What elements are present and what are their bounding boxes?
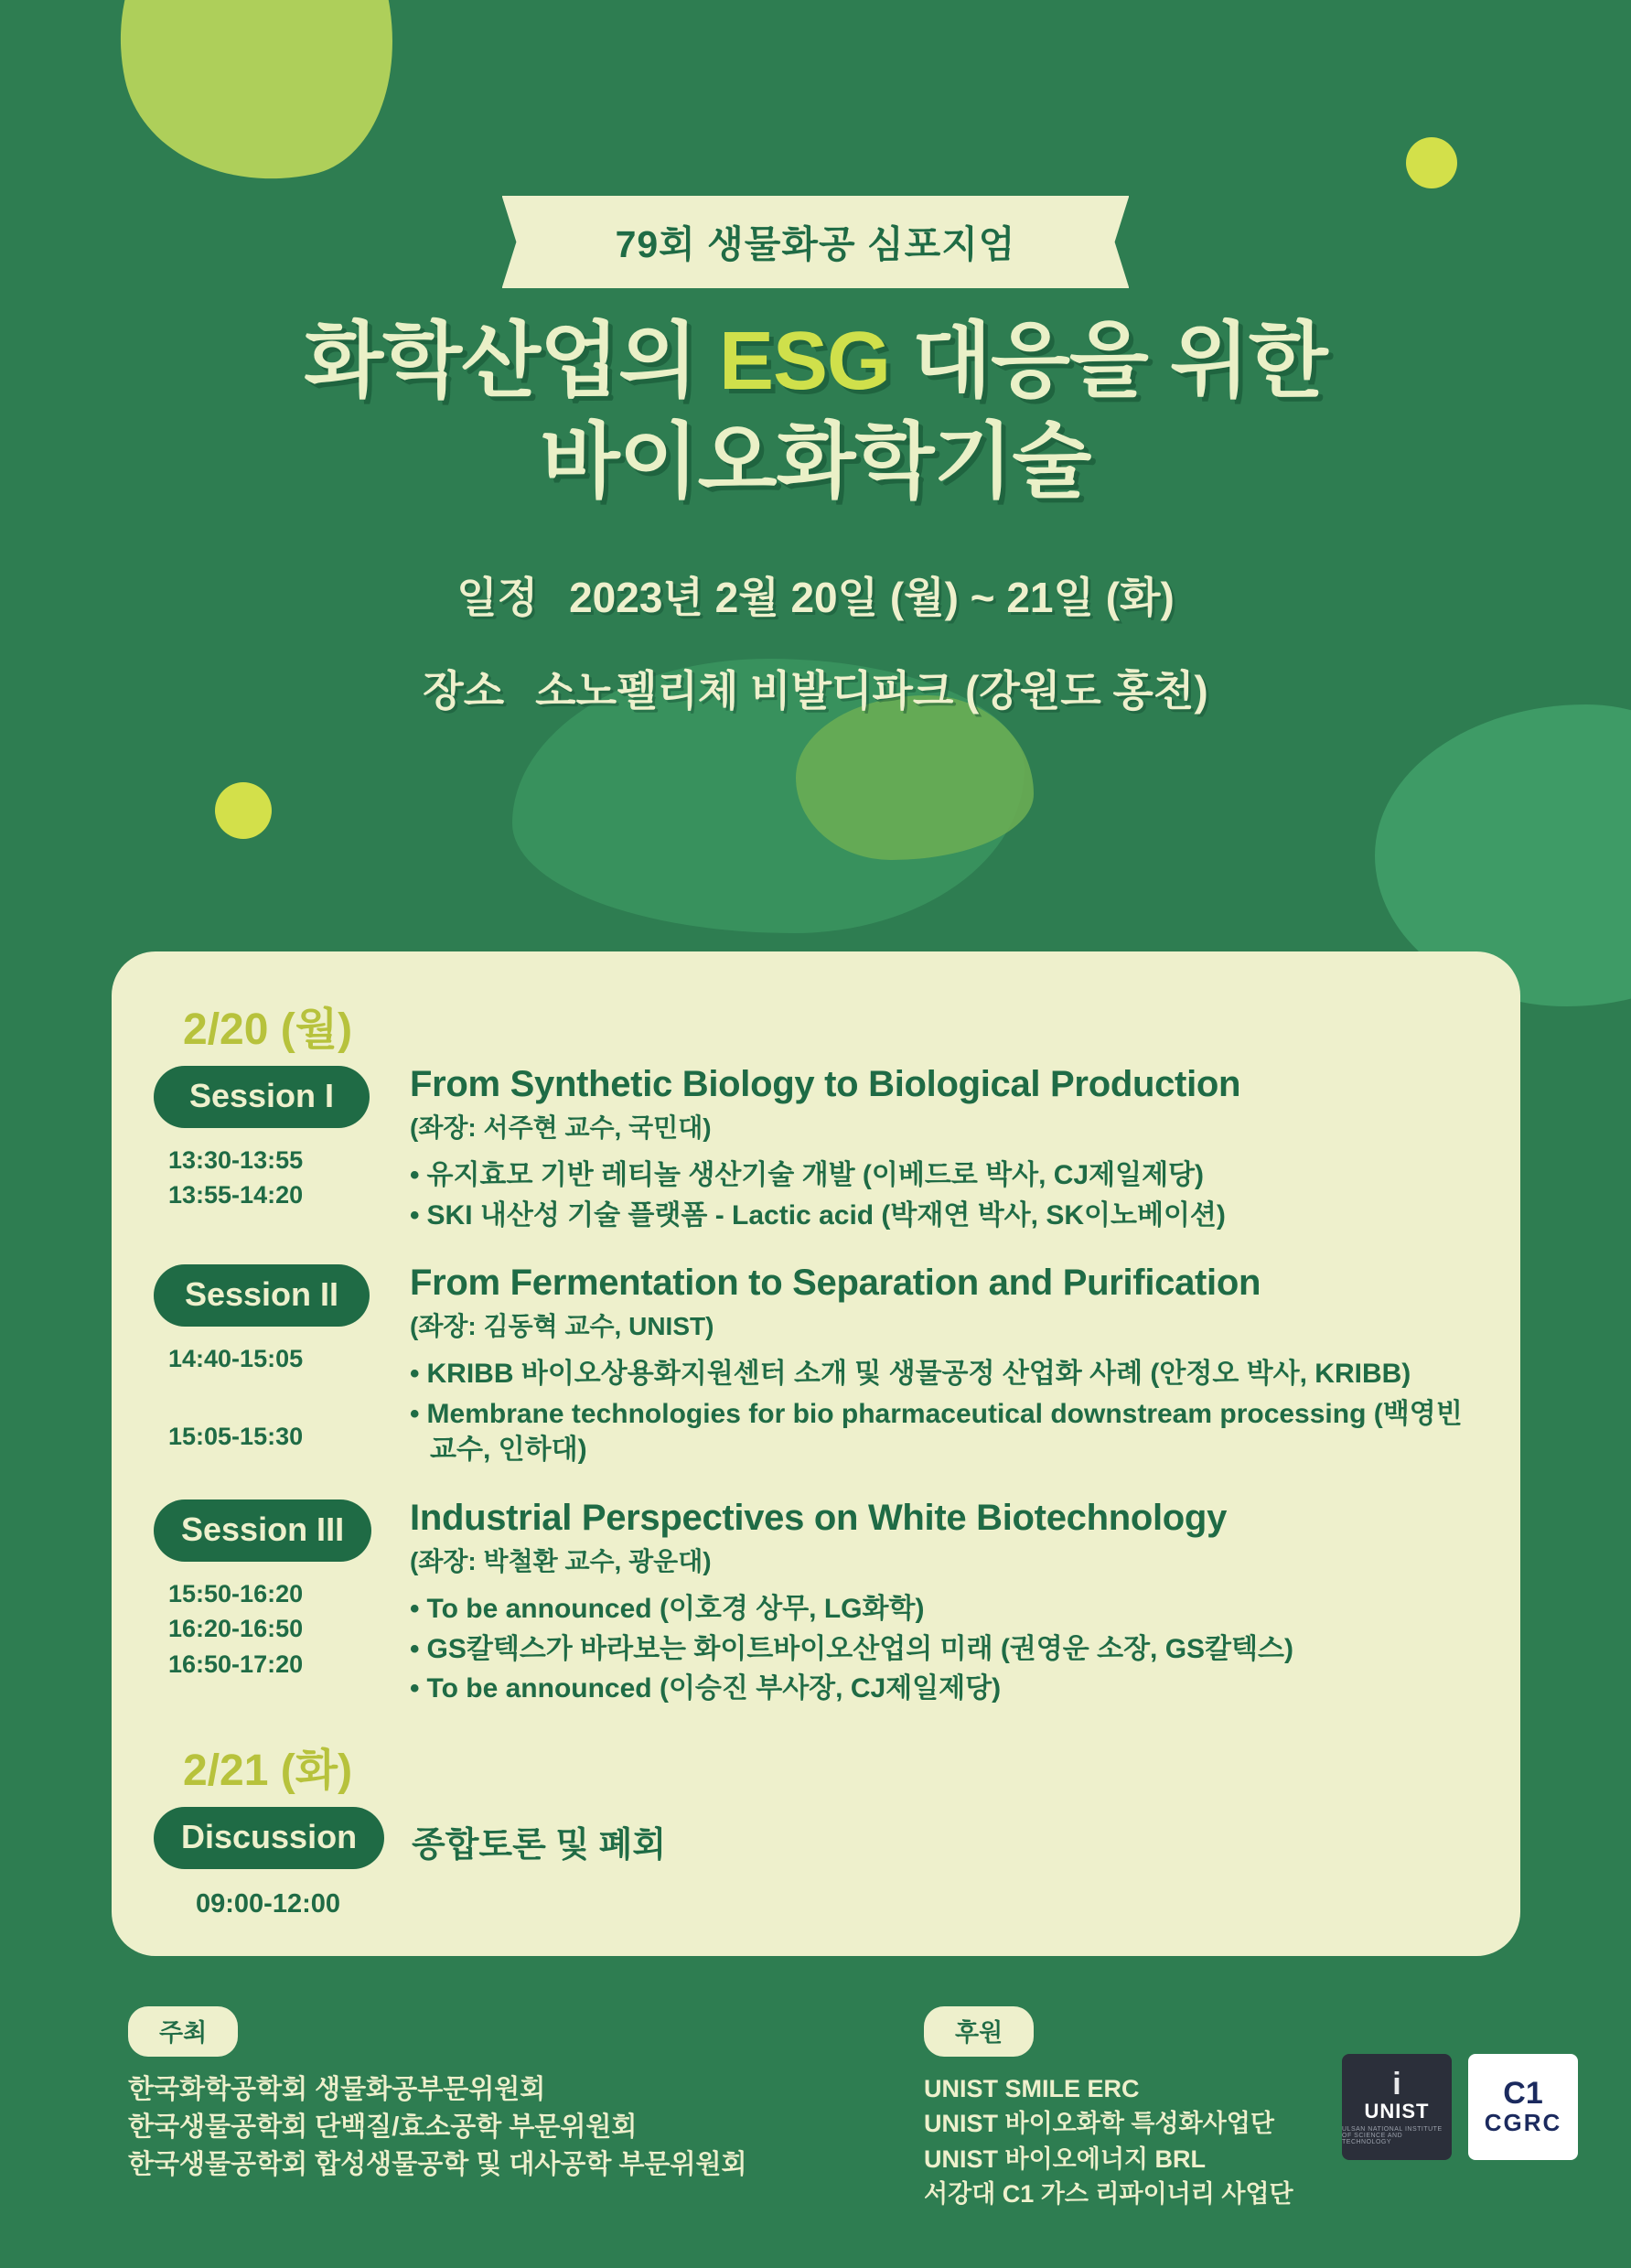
event-place-value: 소노펠리체 비발디파크 (강원도 홍천) bbox=[535, 666, 1208, 715]
event-date-label: 일정 bbox=[456, 573, 539, 621]
host-block bbox=[128, 2006, 747, 2185]
unist-logo bbox=[1342, 2054, 1452, 2160]
session-left-column bbox=[154, 1496, 401, 1682]
discussion-badge: Discussion bbox=[154, 1807, 384, 1869]
session-time: 15:50-16:20 bbox=[168, 1579, 304, 1607]
talk-item bbox=[410, 1356, 1478, 1392]
unist-wordmark: UNIST bbox=[1364, 2100, 1430, 2123]
host-line: 한국생물공학회 단백질/효소공학 부문위원회 bbox=[128, 2112, 638, 2143]
bullet-icon: • bbox=[410, 1359, 420, 1390]
talk-item bbox=[410, 1591, 1478, 1628]
logo-group bbox=[1342, 2054, 1578, 2160]
sponsor-line: 서강대 C1 가스 리파이너리 사업단 bbox=[924, 2179, 1293, 2208]
event-meta bbox=[0, 564, 1631, 718]
talk-text: Membrane technologies for bio pharmaceutical downstream processing (백영빈 교수, 인하대) bbox=[426, 1398, 1463, 1466]
decorative-blob-center-lime bbox=[796, 695, 1034, 860]
host-line: 한국화학공학회 생물화공부문위원회 bbox=[128, 2075, 546, 2104]
session-time: 15:05-15:30 bbox=[168, 1422, 304, 1450]
sponsor-line: UNIST 바이오화학 특성화사업단 bbox=[924, 2110, 1274, 2138]
c1-cgrc-logo bbox=[1468, 2054, 1578, 2160]
session-time: 16:20-16:50 bbox=[168, 1615, 304, 1643]
title-part-b: 대응을 위한 bbox=[890, 316, 1327, 407]
talk-list bbox=[410, 1157, 1478, 1233]
event-date-value: 2023년 2월 20일 (월) ~ 21일 (화) bbox=[569, 573, 1175, 621]
event-place-label: 장소 bbox=[423, 666, 505, 715]
talk-text: SKI 내산성 기술 플랫폼 - Lactic acid (박재연 박사, SK이노베이션) bbox=[426, 1199, 1226, 1231]
session-time: 13:30-13:55 bbox=[168, 1146, 304, 1174]
host-lines bbox=[128, 2071, 747, 2185]
discussion-text: 종합토론 및 폐회 bbox=[412, 1825, 667, 1865]
session-chair: (좌장: 박철환 교수, 광운대) bbox=[410, 1546, 712, 1575]
talk-text: KRIBB 바이오상용화지원센터 소개 및 생물공정 산업화 사례 (안정오 박사, KRIBB) bbox=[426, 1359, 1411, 1390]
unist-mark: i bbox=[1392, 2067, 1401, 2101]
c1-mark: C1 bbox=[1503, 2075, 1543, 2111]
session-left-column bbox=[154, 1062, 401, 1213]
title-line-2: 바이오화학기술 bbox=[540, 415, 1091, 508]
poster-header bbox=[0, 0, 1631, 718]
day-2-label: 2/21 (화) bbox=[183, 1746, 353, 1795]
talk-text: 유지효모 기반 레티놀 생산기술 개발 (이베드로 박사, CJ제일제당) bbox=[426, 1160, 1205, 1190]
bullet-icon: • bbox=[410, 1673, 420, 1704]
bullet-icon: • bbox=[410, 1160, 420, 1190]
event-date-row bbox=[0, 564, 1631, 625]
session-times bbox=[154, 1576, 401, 1682]
discussion-left-column bbox=[154, 1803, 401, 1919]
session-title: From Synthetic Biology to Biological Production bbox=[410, 1064, 1241, 1104]
bullet-icon: • bbox=[410, 1398, 420, 1429]
bullet-icon: • bbox=[410, 1633, 420, 1664]
talk-item bbox=[410, 1396, 1478, 1468]
sponsor-line: UNIST SMILE ERC bbox=[924, 2075, 1140, 2102]
session-times bbox=[154, 1143, 401, 1213]
session-right-column bbox=[401, 1261, 1478, 1472]
session-chair: (좌장: 김동혁 교수, UNIST) bbox=[410, 1312, 714, 1341]
session-chair: (좌장: 서주현 교수, 국민대) bbox=[410, 1113, 712, 1142]
session-times bbox=[154, 1341, 401, 1454]
discussion-time: 09:00-12:00 bbox=[196, 1888, 340, 1919]
poster-footer bbox=[0, 1994, 1631, 2268]
title-part-a: 화학산업의 bbox=[304, 316, 719, 407]
sponsor-lines bbox=[924, 2071, 1293, 2211]
talk-item bbox=[410, 1631, 1478, 1668]
sponsor-block bbox=[924, 2006, 1293, 2211]
page-title bbox=[0, 312, 1631, 513]
session-badge: Session I bbox=[154, 1066, 370, 1128]
session-badge: Session II bbox=[154, 1264, 370, 1327]
talk-list bbox=[410, 1356, 1478, 1468]
session-row bbox=[154, 1261, 1478, 1472]
talk-item bbox=[410, 1198, 1478, 1234]
talk-text: To be announced (이호경 상무, LG화학) bbox=[426, 1593, 925, 1624]
title-highlight-esg: ESG bbox=[718, 316, 891, 407]
day-1-label: 2/20 (월) bbox=[183, 1005, 353, 1054]
program-card bbox=[112, 951, 1520, 1956]
bullet-icon: • bbox=[410, 1199, 420, 1231]
talk-text: GS칼텍스가 바라보는 화이트바이오산업의 미래 (권영운 소장, GS칼텍스) bbox=[426, 1633, 1293, 1664]
talk-list bbox=[410, 1591, 1478, 1707]
session-right-column bbox=[401, 1062, 1478, 1237]
session-list bbox=[154, 1062, 1478, 1711]
decorative-dot-left bbox=[215, 782, 272, 839]
session-title: Industrial Perspectives on White Biotechnology bbox=[410, 1497, 1228, 1538]
host-label: 주최 bbox=[128, 2006, 238, 2057]
sponsor-label: 후원 bbox=[924, 2006, 1034, 2057]
talk-text: To be announced (이승진 부사장, CJ제일제당) bbox=[426, 1673, 1002, 1704]
session-time: 16:50-17:20 bbox=[168, 1650, 304, 1678]
bullet-icon: • bbox=[410, 1593, 420, 1624]
talk-item bbox=[410, 1157, 1478, 1194]
event-place-row bbox=[0, 658, 1631, 718]
session-row bbox=[154, 1496, 1478, 1711]
session-title: From Fermentation to Separation and Purification bbox=[410, 1263, 1261, 1304]
session-left-column bbox=[154, 1261, 401, 1454]
title-line-1 bbox=[0, 312, 1631, 413]
cgrc-wordmark: CGRC bbox=[1484, 2108, 1562, 2136]
session-time: 14:40-15:05 bbox=[168, 1345, 304, 1373]
talk-item bbox=[410, 1671, 1478, 1707]
symposium-ribbon: 79회 생물화공 심포지엄 bbox=[531, 196, 1100, 288]
session-right-column bbox=[401, 1496, 1478, 1711]
unist-subtitle: ULSAN NATIONAL INSTITUTE OF SCIENCE AND TECHNOLOGY bbox=[1342, 2126, 1443, 2145]
session-badge: Session III bbox=[154, 1499, 371, 1562]
session-time: 13:55-14:20 bbox=[168, 1181, 304, 1209]
session-row bbox=[154, 1062, 1478, 1237]
discussion-row bbox=[154, 1803, 1478, 1919]
host-line: 한국생물공학회 합성생물공학 및 대사공학 부문위원회 bbox=[128, 2150, 747, 2180]
sponsor-line: UNIST 바이오에너지 BRL bbox=[924, 2144, 1206, 2173]
